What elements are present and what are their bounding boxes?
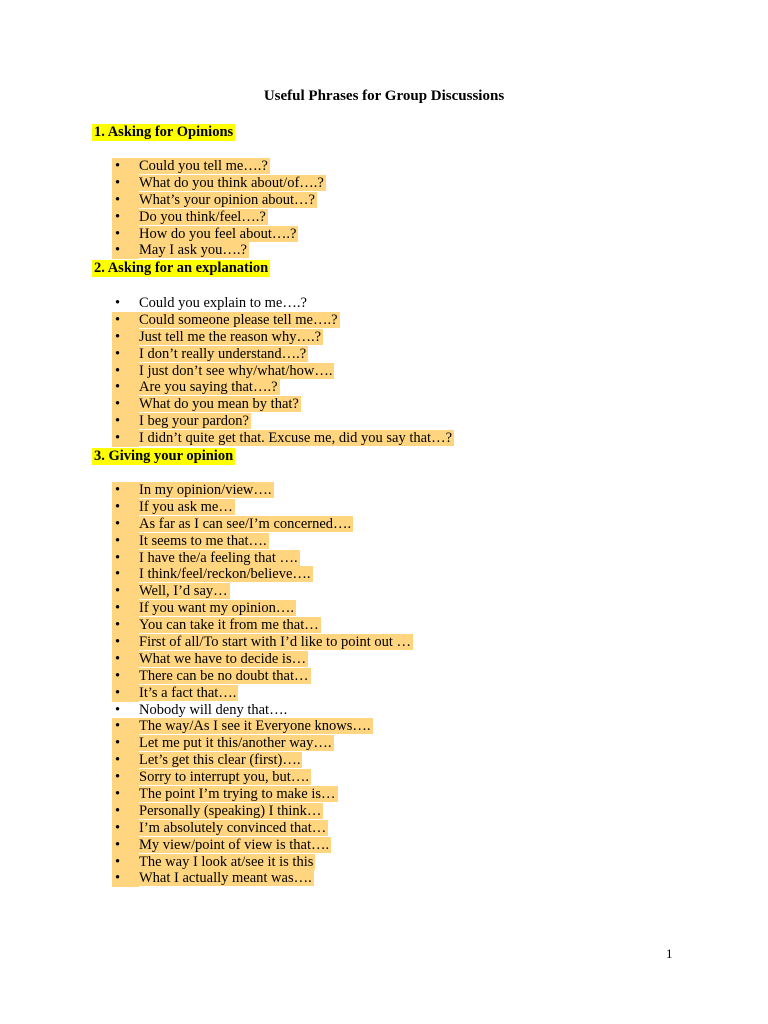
bullet-icon: • xyxy=(112,870,139,887)
list-item: • Let me put it this/another way…. xyxy=(112,735,413,752)
list-item: • Well, I’d say… xyxy=(112,583,413,600)
bullet-icon: • xyxy=(112,396,139,413)
list-item: • What we have to decide is… xyxy=(112,651,413,668)
bullet-icon: • xyxy=(112,363,139,380)
bullet-icon: • xyxy=(112,346,139,363)
list-item: • May I ask you….? xyxy=(112,242,326,259)
list-item: • What do you mean by that? xyxy=(112,396,454,413)
bullet-icon: • xyxy=(112,600,139,617)
bullet-icon: • xyxy=(112,769,139,786)
section-heading-giving-your-opinion: 3. Giving your opinion xyxy=(94,448,234,464)
list-item: • I think/feel/reckon/believe…. xyxy=(112,566,413,583)
list-item: • I didn’t quite get that. Excuse me, did you say that…? xyxy=(112,430,454,447)
list-item: • You can take it from me that… xyxy=(112,617,413,634)
bullet-icon: • xyxy=(112,837,139,854)
bullet-icon: • xyxy=(112,617,139,634)
section-heading-asking-for-explanation: 2. Asking for an explanation xyxy=(94,260,269,276)
list-item: • It’s a fact that…. xyxy=(112,685,413,702)
bullet-icon: • xyxy=(112,413,139,430)
list-item: • Just tell me the reason why….? xyxy=(112,329,454,346)
list-item: • As far as I can see/I’m concerned…. xyxy=(112,516,413,533)
bullet-icon: • xyxy=(112,550,139,567)
bullet-icon: • xyxy=(112,192,139,209)
list-item: • Are you saying that….? xyxy=(112,379,454,396)
list-item: • First of all/To start with I’d like to point out … xyxy=(112,634,413,651)
bullet-icon: • xyxy=(112,752,139,769)
section-list-giving-your-opinion xyxy=(112,482,413,887)
page-number: 1 xyxy=(666,946,673,961)
bullet-icon: • xyxy=(112,533,139,550)
bullet-icon: • xyxy=(112,803,139,820)
section-list-asking-for-explanation xyxy=(112,295,454,447)
list-item: • The point I’m trying to make is… xyxy=(112,786,413,803)
bullet-icon: • xyxy=(115,295,121,311)
bullet-icon: • xyxy=(112,312,139,329)
bullet-icon: • xyxy=(112,583,139,600)
list-item: • Let’s get this clear (first)…. xyxy=(112,752,413,769)
bullet-icon: • xyxy=(112,718,139,735)
list-item: • What do you think about/of….? xyxy=(112,175,326,192)
bullet-icon: • xyxy=(112,685,139,702)
bullet-icon: • xyxy=(115,701,121,718)
bullet-icon: • xyxy=(112,634,139,651)
bullet-icon: • xyxy=(112,430,139,447)
bullet-icon: • xyxy=(112,329,139,346)
list-item: • The way/As I see it Everyone knows…. xyxy=(112,718,413,735)
bullet-icon: • xyxy=(112,379,139,396)
bullet-icon: • xyxy=(112,242,139,259)
list-item: • The way I look at/see it is this xyxy=(112,854,413,871)
document-title: Useful Phrases for Group Discussions xyxy=(263,88,505,104)
bullet-icon: • xyxy=(112,499,139,516)
bullet-icon: • xyxy=(112,668,139,685)
bullet-icon: • xyxy=(112,516,139,533)
bullet-icon: • xyxy=(112,158,139,175)
list-item: • Do you think/feel….? xyxy=(112,209,326,226)
list-item: • I’m absolutely convinced that… xyxy=(112,820,413,837)
section-heading-asking-for-opinions: 1. Asking for Opinions xyxy=(94,124,234,140)
list-item: • Could you tell me….? xyxy=(112,158,326,175)
list-item: • I don’t really understand….? xyxy=(112,346,454,363)
bullet-icon: • xyxy=(112,566,139,583)
list-item: • In my opinion/view…. xyxy=(112,482,413,499)
bullet-icon: • xyxy=(112,651,139,668)
section-list-asking-for-opinions xyxy=(112,158,326,259)
list-item: • If you want my opinion…. xyxy=(112,600,413,617)
bullet-icon: • xyxy=(112,226,139,243)
list-item: • Nobody will deny that…. xyxy=(112,702,413,719)
bullet-icon: • xyxy=(112,209,139,226)
bullet-icon: • xyxy=(112,482,139,499)
list-item: • It seems to me that…. xyxy=(112,533,413,550)
list-item: • What I actually meant was…. xyxy=(112,870,413,887)
list-item: • How do you feel about….? xyxy=(112,226,326,243)
bullet-icon: • xyxy=(112,786,139,803)
list-item: • What’s your opinion about…? xyxy=(112,192,326,209)
list-item: • I have the/a feeling that …. xyxy=(112,550,413,567)
list-item: • Could you explain to me….? xyxy=(112,295,454,312)
list-item: • If you ask me… xyxy=(112,499,413,516)
list-item: • My view/point of view is that…. xyxy=(112,837,413,854)
bullet-icon: • xyxy=(112,735,139,752)
list-item: • There can be no doubt that… xyxy=(112,668,413,685)
list-item: • I beg your pardon? xyxy=(112,413,454,430)
list-item: • Sorry to interrupt you, but…. xyxy=(112,769,413,786)
bullet-icon: • xyxy=(112,854,139,871)
list-item: • Personally (speaking) I think… xyxy=(112,803,413,820)
bullet-icon: • xyxy=(112,820,139,837)
list-item: • I just don’t see why/what/how…. xyxy=(112,363,454,380)
bullet-icon: • xyxy=(112,175,139,192)
list-item: • Could someone please tell me….? xyxy=(112,312,454,329)
